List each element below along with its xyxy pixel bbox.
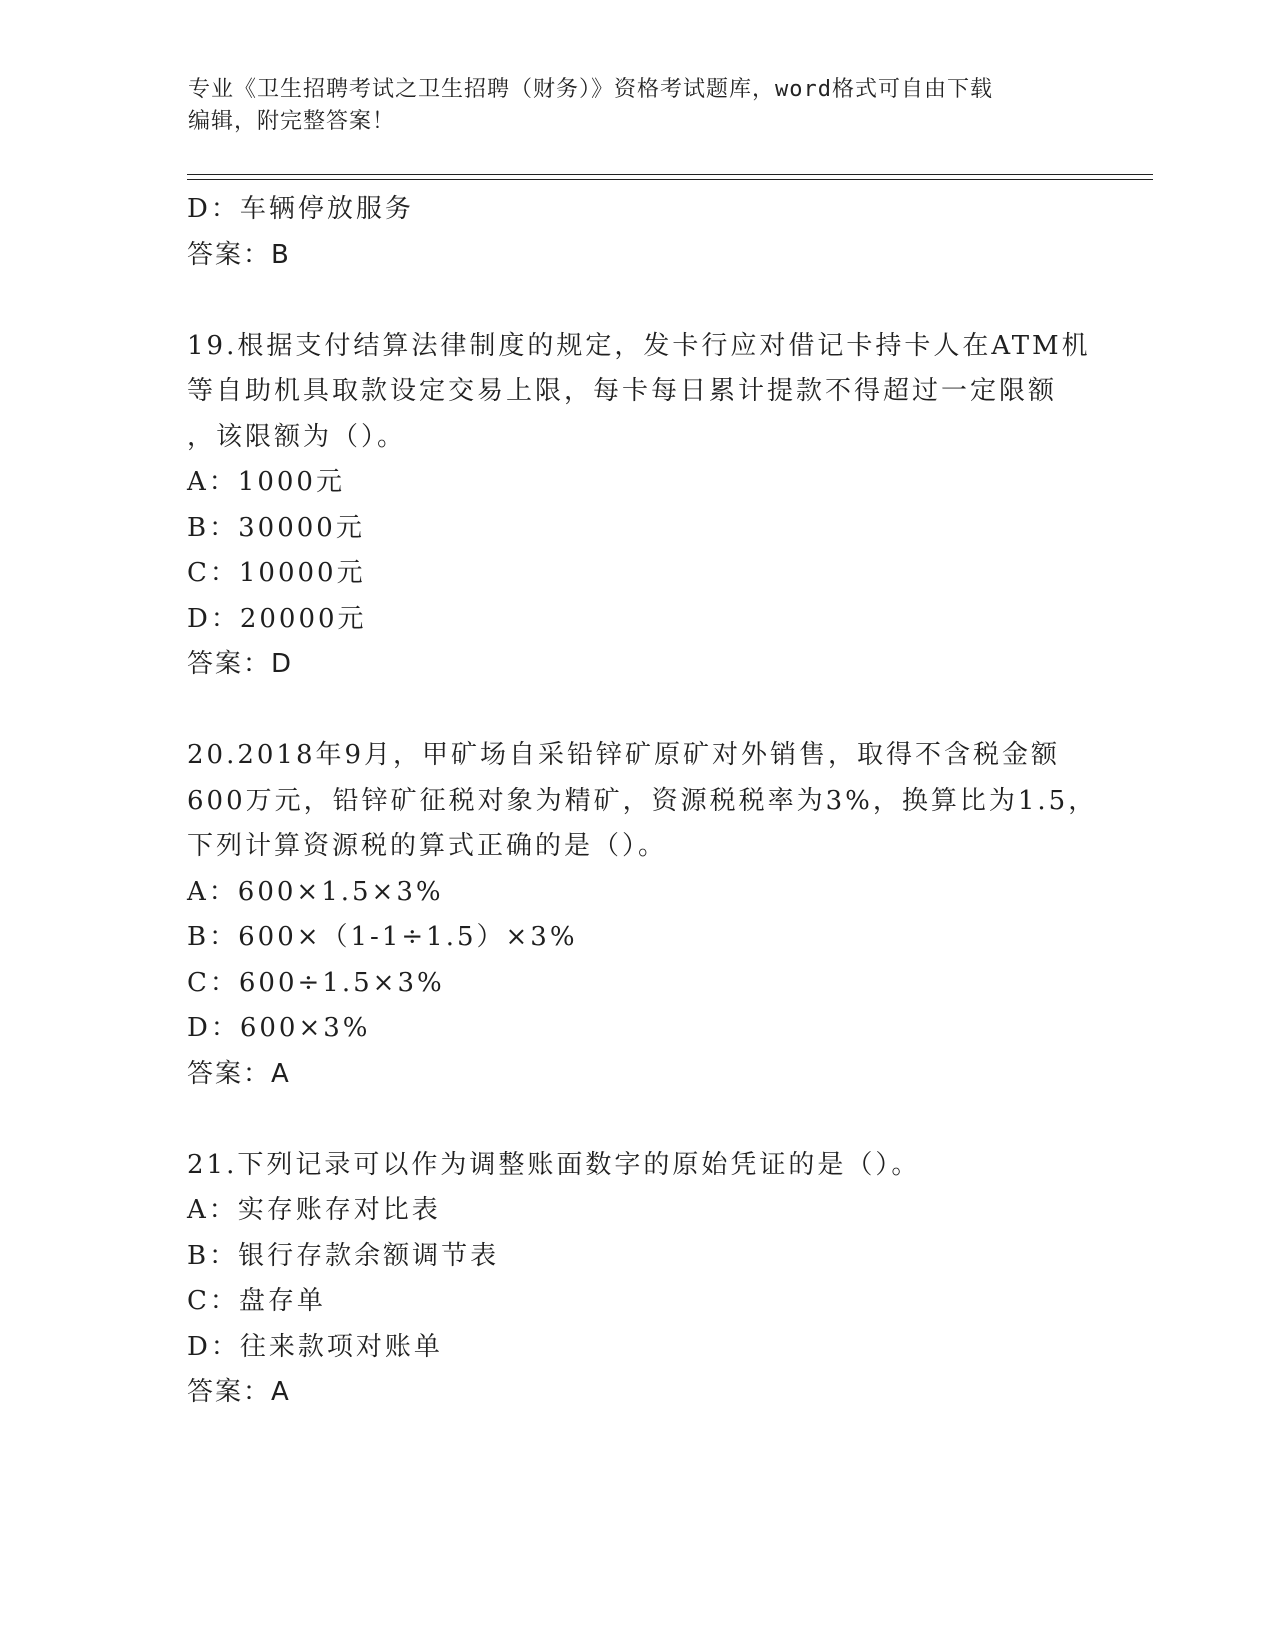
option-d: D：往来款项对账单 [187, 1331, 443, 1362]
answer-line: 答案：D [187, 649, 294, 679]
question-stem-line: 下列计算资源税的算式正确的是（）。 [187, 831, 668, 861]
option-a: A：1000元 [187, 467, 345, 497]
question-stem-line: ，该限额为（）。 [187, 421, 407, 452]
previous-question-tail [187, 187, 1087, 278]
question-19 [187, 324, 1091, 688]
question-20 [187, 733, 1098, 1097]
option-b: B：30000元 [187, 512, 365, 543]
header-line-2: 编辑，附完整答案！ [188, 109, 396, 134]
header-line-1: 专业《卫生招聘考试之卫生招聘（财务）》资格考试题库，word格式可自由下载 [188, 77, 993, 102]
spacer [187, 688, 1087, 734]
question-stem-line: 21.下列记录可以作为调整账面数字的原始凭证的是（）。 [187, 1149, 921, 1180]
answer-line: 答案：A [187, 1377, 291, 1407]
question-stem-line: 等自助机具取款设定交易上限，每卡每日累计提款不得超过一定限额 [187, 376, 1058, 406]
question-stem-line: 600万元，铅锌矿征税对象为精矿，资源税税率为3%，换算比为1.5， [187, 785, 1098, 816]
spacer [187, 278, 1087, 324]
option-a: A：600×1.5×3% [187, 876, 444, 907]
answer-line: 答案：A [187, 1058, 291, 1089]
answer-line: 答案：B [187, 239, 291, 270]
header-rule-bottom [187, 179, 1153, 180]
option-b: B：600×（1-1÷1.5）×3% [187, 922, 578, 952]
option-c: C：600÷1.5×3% [187, 967, 445, 998]
header-rule-top [187, 174, 1153, 175]
option-b: B：银行存款余额调节表 [187, 1240, 500, 1271]
option-d: D：车辆停放服务 [187, 194, 414, 224]
option-d: D：20000元 [187, 603, 367, 634]
question-stem-line: 19.根据支付结算法律制度的规定，发卡行应对借记卡持卡人在ATM机 [187, 330, 1091, 361]
option-c: C：10000元 [187, 558, 366, 588]
option-d: D：600×3% [187, 1013, 371, 1043]
option-a: A：实存账存对比表 [187, 1195, 441, 1225]
question-stem-line: 20.2018年9月，甲矿场自采铅锌矿原矿对外销售，取得不含税金额 [187, 740, 1061, 770]
document-header [188, 74, 1088, 138]
document-body [187, 187, 1098, 1416]
question-21 [187, 1143, 1087, 1416]
option-c: C：盘存单 [187, 1286, 326, 1316]
spacer [187, 1097, 1087, 1143]
